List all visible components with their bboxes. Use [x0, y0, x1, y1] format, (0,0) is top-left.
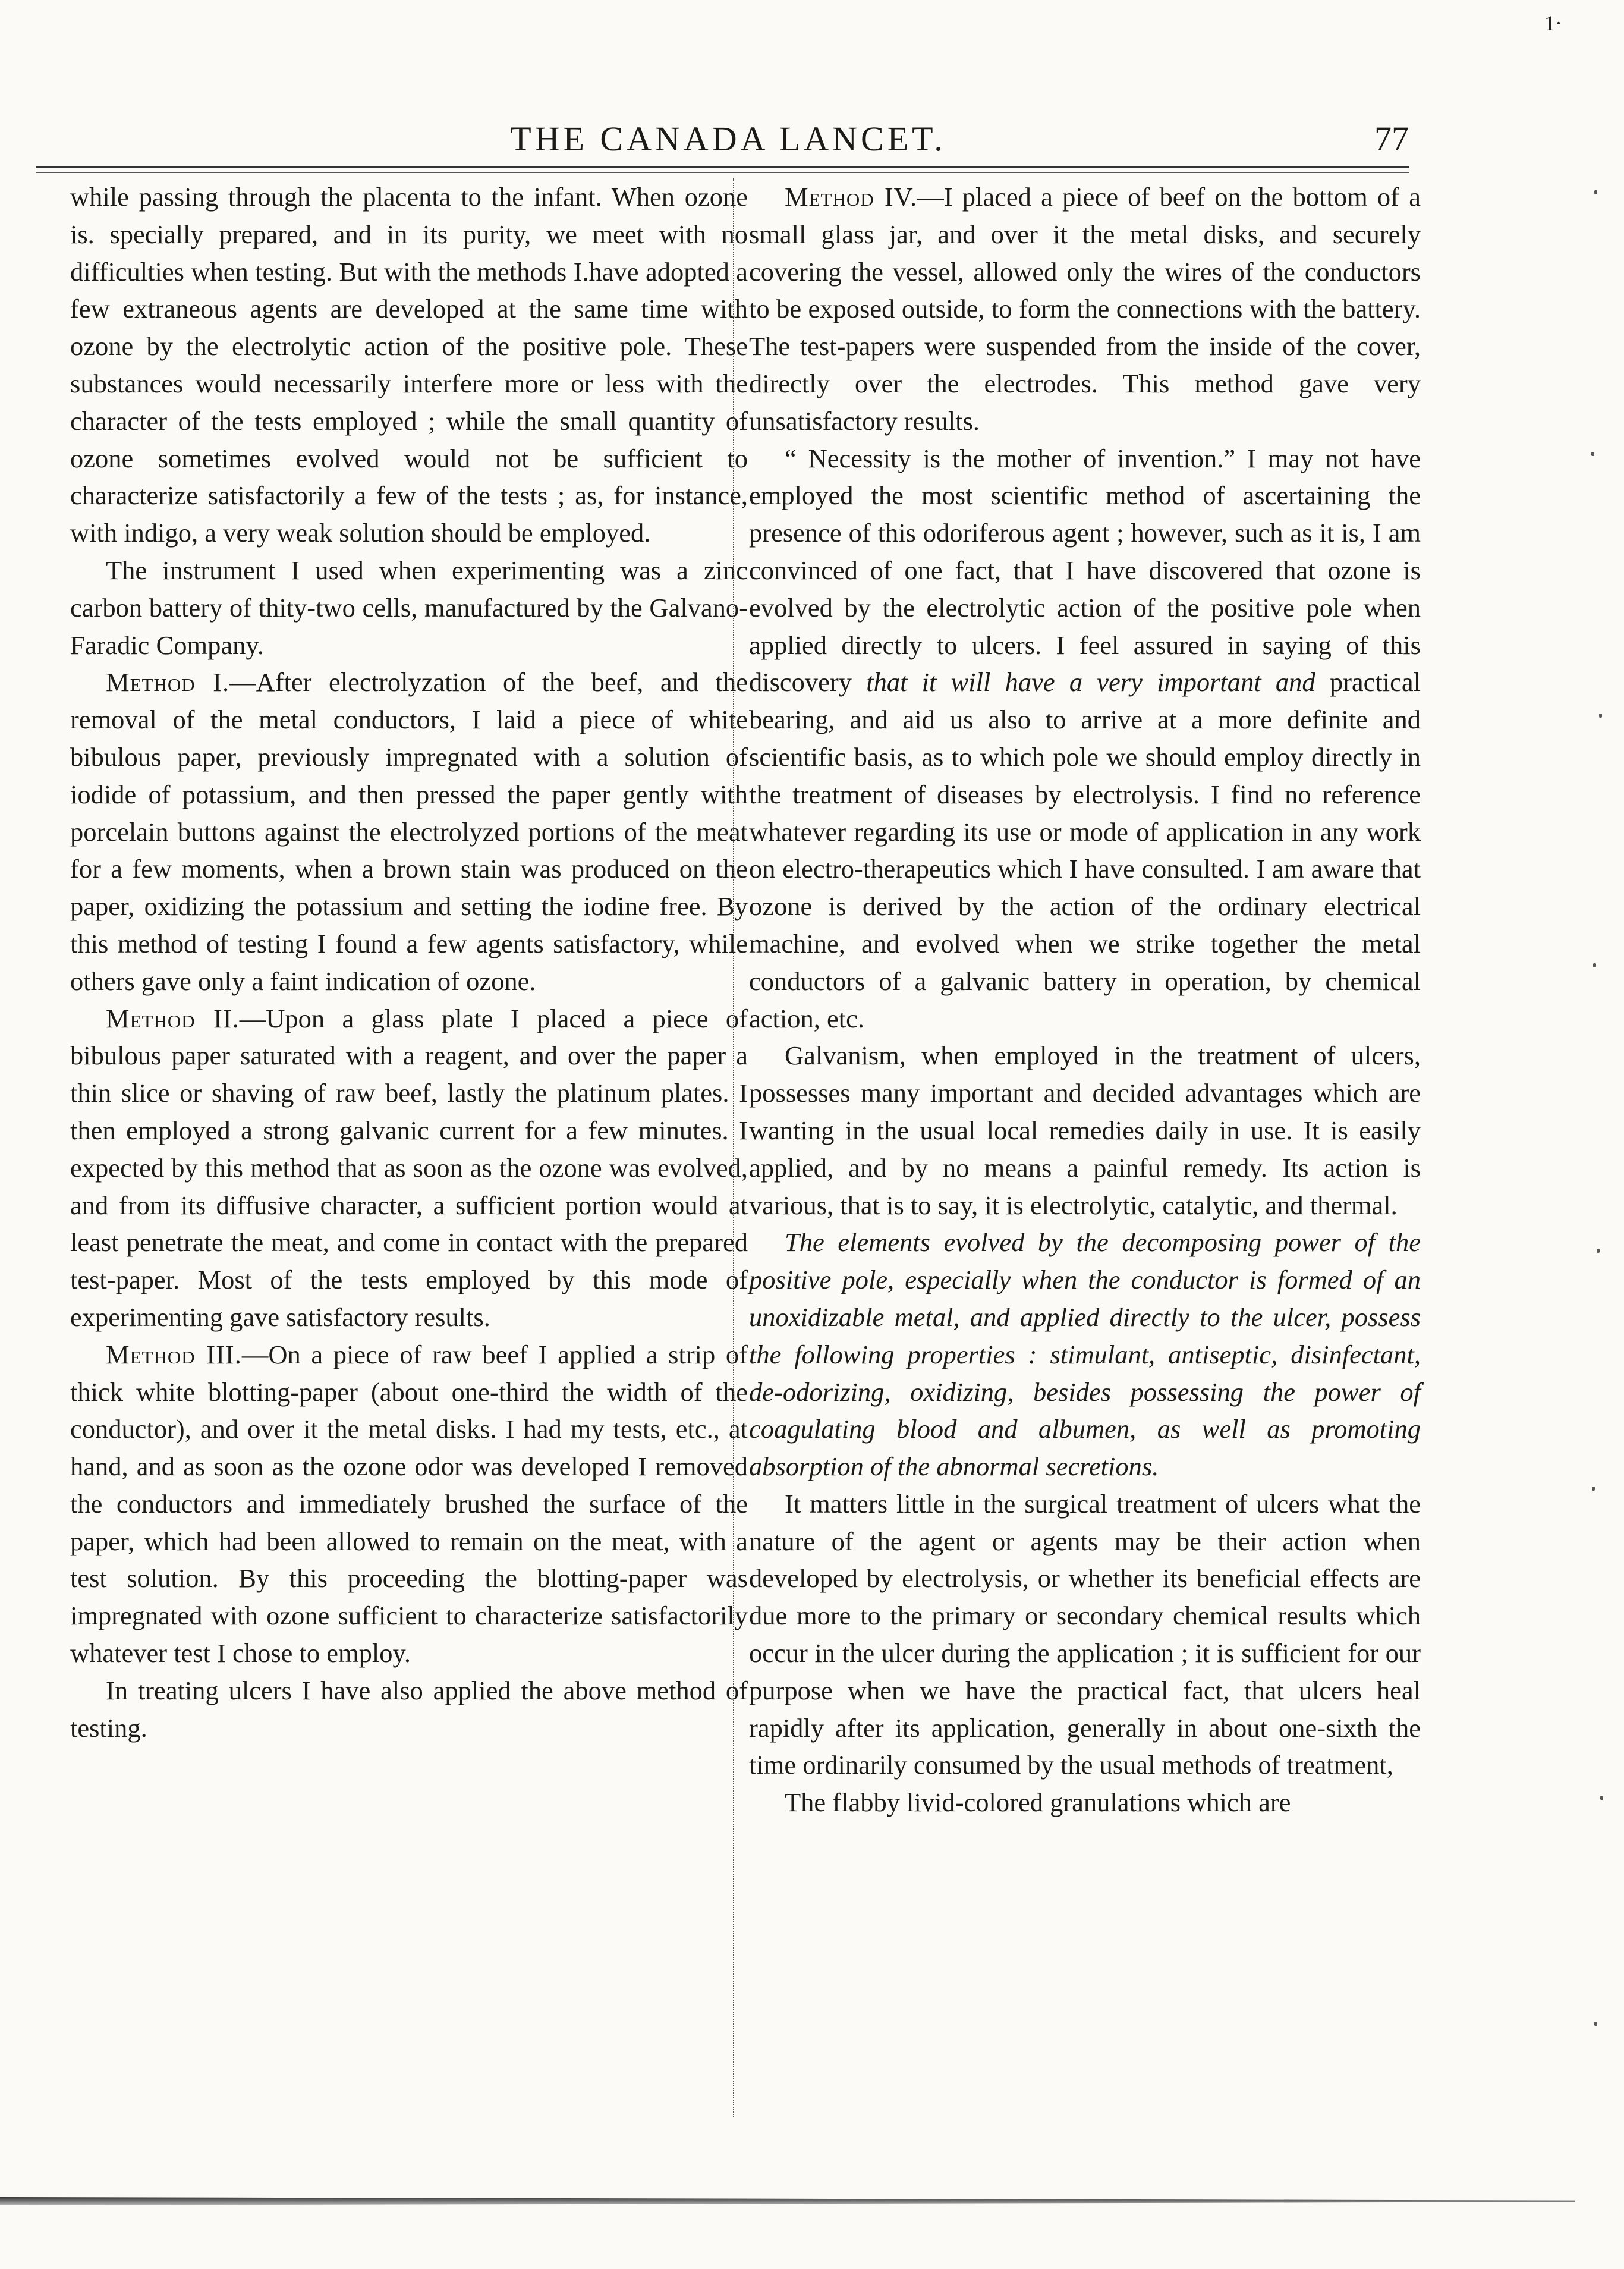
paragraph-text: practical bearing, and aid us also to arrive at a more definite and scientific basis, as to which pole we should employ directly in the treatment of diseases by electrolysis. I find no reference whatever regarding its use or mode of application in any work on electro-therapeutics which I have consulted. I am aware that ozone is derived by the action of the ordinary electrical machine, and evolved when we strike together the metal conductors of a galvanic battery in operation, by chemical action, etc. [749, 667, 1421, 1033]
paragraph [749, 178, 1421, 440]
paragraph: while passing through the placenta to the infant. When ozone is. specially prepared, and in its purity, we meet with no difficulties when testing. But with the methods I.have adopted a few extraneous agents are developed at the same time with ozone by the electrolytic action of the positive pole. These substances would necessarily interfere more or less with the character of the tests employed ; while the small quantity of ozone sometimes evolved would not be sufficient to characterize satisfactorily a few of the tests ; as, for instance, with indigo, a very weak solution should be employed. [70, 182, 748, 548]
margin-mark: 1· [1544, 11, 1562, 35]
header-rule [36, 166, 1409, 173]
paragraph [70, 1336, 748, 1672]
paragraph: In treating ulcers I have also applied the above method of testing. [70, 1675, 748, 1743]
method-heading: Method III. [106, 1339, 242, 1369]
speck [1594, 190, 1597, 194]
speck [1593, 963, 1596, 967]
speck [1591, 452, 1594, 456]
speck [1599, 714, 1602, 718]
column-divider [733, 178, 734, 2117]
running-title: THE CANADA LANCET. [510, 120, 946, 158]
paragraph-text: —After electrolyzation of the beef, and the removal of the metal conductors, I laid a piece of white bibulous paper, previously impregnated with a solution of iodide of potassium, and then pressed the paper gently with porcelain buttons against the electrolyzed portions of the meat for a few moments, when a brown stain was produced on the paper, oxidizing the potassium and setting the iodine free. By this method of testing I found a few agents satisfactory, while others gave only a faint indication of ozone. [70, 667, 748, 996]
paragraph-text: “ Necessity is the mother of invention.” I may not have employed the most scientific method of ascertaining the presence of this odoriferous agent ; however, such as it is, I am convinced of one fact, that I have discovered that ozone is evolved by the electrolytic action of the positive pole when applied directly to ulcers. I feel assured in saying of this discovery [749, 443, 1421, 697]
right-column [749, 178, 1421, 1821]
paragraph-text: —I placed a piece of beef on the bottom of a small glass jar, and over it the metal disks, and securely covering the vessel, allowed only the wires of the conductors to be exposed outside, to form the connections with the battery. The test-papers were suspended from the inside of the cover, directly over the electrodes. This method gave very unsatisfactory results. [749, 182, 1421, 436]
speck [1594, 2022, 1597, 2026]
paragraph-text: —Upon a glass plate I placed a piece of bibulous paper saturated with a reagent, and over the paper a thin slice or shaving of raw beef, lastly the platinum plates. I then employed a strong galvanic current for a few minutes. I expected by this method that as soon as the ozone was evolved, and from its diffusive character, a sufficient portion would at least penetrate the meat, and come in contact with the prepared test-paper. Most of the tests employed by this mode of experimenting gave satisfactory results. [70, 1003, 748, 1332]
left-column [70, 178, 748, 1746]
page-number: 77 [1374, 120, 1409, 158]
paragraph [70, 1000, 748, 1336]
paragraph [70, 664, 748, 1000]
speck [1600, 1796, 1603, 1800]
paragraph: The instrument I used when experimenting was a zinc carbon battery of thity-two cells, manufactured by the Galvano-Faradic Company. [70, 555, 748, 660]
paragraph: It matters little in the surgical treatment of ulcers what the nature of the agent or agents may be their action when developed by electrolysis, or whether its beneficial effects are due more to the primary or secondary chemical results which occur in the ulcer during the application ; it is sufficient for our purpose when we have the practical fact, that ulcers heal rapidly after its application, generally in about one-sixth the time ordinarily consumed by the usual methods of treatment, [749, 1488, 1421, 1780]
speck [1592, 1487, 1595, 1491]
paragraph [749, 440, 1421, 1038]
paragraph: The flabby livid-colored granulations which are [785, 1787, 1291, 1818]
margin-specks [1588, 119, 1612, 2141]
method-heading: Method I. [106, 667, 230, 697]
emphasis-text: that it will have a very important and [866, 667, 1315, 697]
footer-rule [0, 2197, 1575, 2205]
method-heading: Method IV. [785, 182, 918, 212]
paragraph: Galvanism, when employed in the treatment of ulcers, possesses many important and decided advantages which are wanting in the usual local remedies daily in use. It is easily applied, and by no means a painful remedy. Its action is various, that is to say, it is electrolytic, catalytic, and thermal. [749, 1041, 1421, 1220]
running-header [36, 119, 1421, 161]
method-heading: Method II. [106, 1003, 240, 1033]
italic-paragraph: The elements evolved by the decomposing power of the positive pole, especially when the conductor is formed of an unoxidizable metal, and applied directly to the ulcer, possess the following properties : stimulant, antiseptic, disinfectant, de-odorizing, oxidizing, besides possessing the power of coagulating blood and albumen, as well as promoting absorption of the abnormal secretions. [749, 1227, 1421, 1482]
speck [1597, 1249, 1600, 1253]
paragraph-text: —On a piece of raw beef I applied a strip of thick white blotting-paper (about one-third the width of the conductor), and over it the metal disks. I had my tests, etc., at hand, and as soon as the ozone odor was developed I removed the conductors and immediately brushed the surface of the paper, which had been allowed to remain on the meat, with a test solution. By this proceeding the blotting-paper was impregnated with ozone sufficient to characterize satisfactorily whatever test I chose to employ. [70, 1339, 748, 1668]
